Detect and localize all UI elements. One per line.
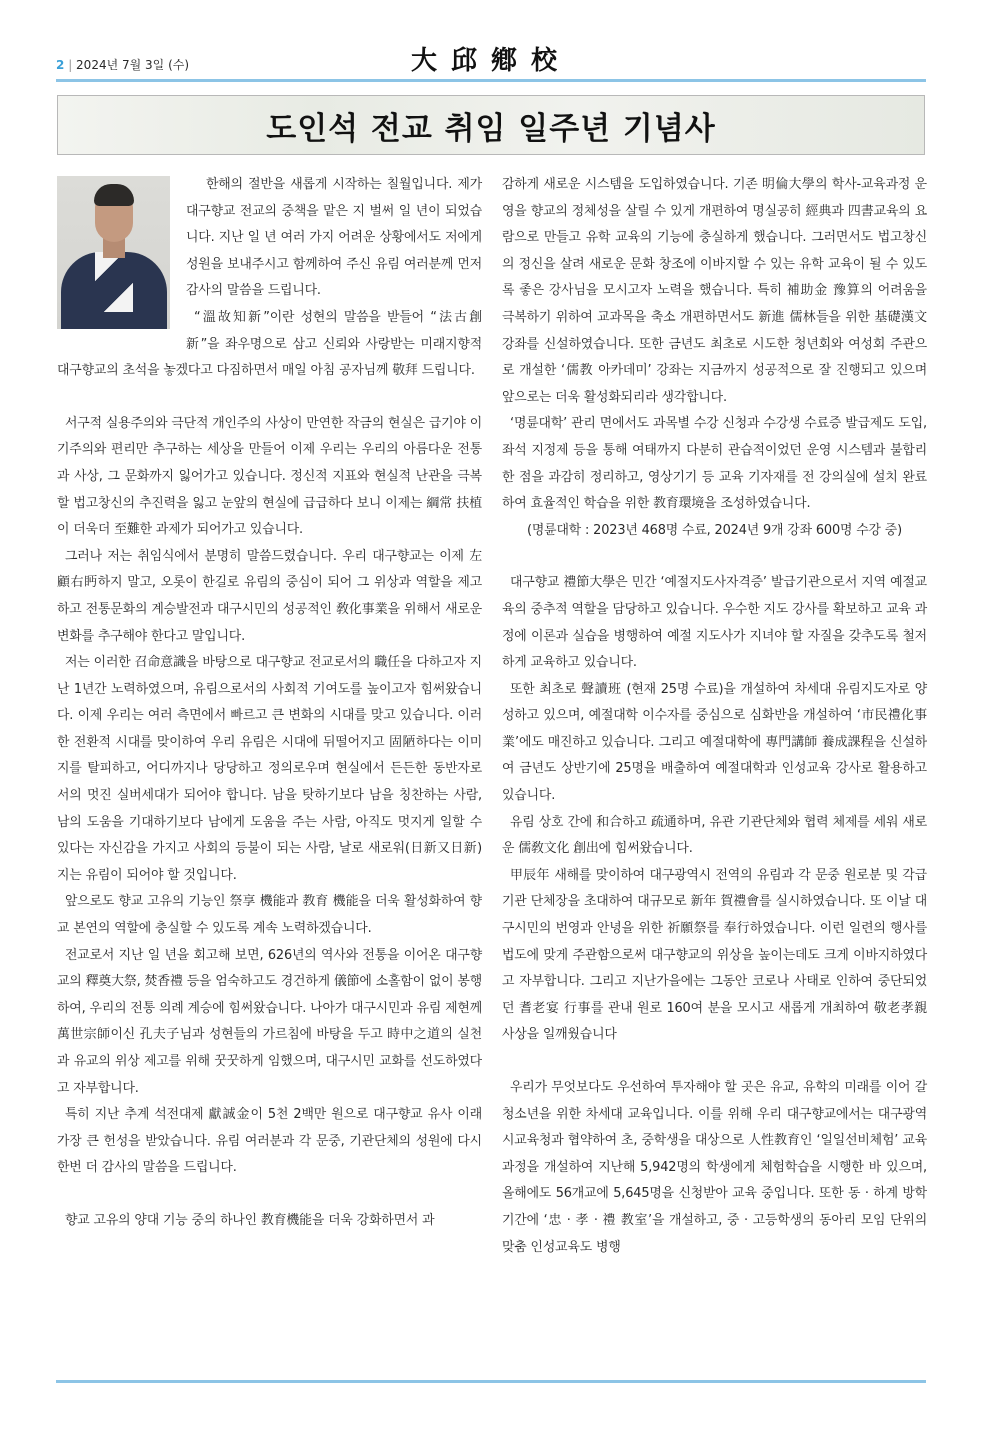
page-header — [56, 40, 926, 82]
paragraph: 대구향교 禮節大學은 민간 ‘예절지도사자격증’ 발급기관으로서 지역 예절교육의 중추적 역할을 담당하고 있습니다. 우수한 지도 강사를 확보하고 교육 과정에 이론과 실습을 병행하여 예절 지도사가 지녀야 할 자질을 갖추도록 철저하게 교육하고 있습니다. — [502, 575, 927, 671]
paragraph: 특히 지난 추계 석전대제 獻誠金이 5천 2백만 원으로 대구향교 유사 이래 가장 큰 헌성을 받았습니다. 유림 여러분과 각 문중, 기관단체의 성원에 다시 한번 더 감사의 말씀을 드립니다. — [57, 1107, 482, 1176]
header-rule — [56, 79, 926, 82]
enrollment-note: (명륜대학 : 2023년 468명 수료, 2024년 9개 강좌 600명 수강 중) — [527, 522, 902, 538]
right-column — [502, 172, 927, 1261]
paragraph: 우리가 무엇보다도 우선하여 투자해야 할 곳은 유교, 유학의 미래를 이어 갈 청소년을 위한 차세대 교육입니다. 이를 위해 우리 대구향교에서는 대구광역시교육청과 협약하여 초, 중학생을 대상으로 人性教育인 ‘일일선비체험’ 교육 과정을 개설하여 지난해 5,942명의 학생에게 체험학습을 시행한 바 있으며, 올해에도 56개교에 5,645명을 신청받아 교육 중입니다. 또한 동 · 하계 방학 기간에 ‘忠 · 孝 · 禮 教室’을 개설하고, 중 · 고등학생의 동아리 모임 단위의 맞춤 인성교육도 병행 — [502, 1080, 927, 1255]
page-number-date: 2 | 2024년 7월 3일 (수) — [56, 58, 190, 72]
paragraph: 그러나 저는 취임식에서 분명히 말씀드렸습니다. 우리 대구향교는 이제 左顧右眄하지 말고, 오롯이 한길로 유림의 중심이 되어 그 위상과 역할을 제고하고 전통문화의 계승발전과 대구시민의 성공적인 敎化事業을 위해서 새로운 변화를 추구해야 한다고 말입니다. — [57, 548, 482, 644]
footer-rule — [56, 1380, 926, 1383]
paragraph: ‘명륜대학’ 관리 면에서도 과목별 수강 신청과 수강생 수료증 발급제도 도입, 좌석 지정제 등을 통해 여태까지 다분히 관습적이었던 운영 시스템과 불합리 한 점을 과감히 정리하고, 영상기기 등 교육 기자재를 전 강의실에 설치 완료하여 효율적인 학습을 위한 教育環境을 조성하였습니다. — [502, 416, 927, 512]
paragraph: 또한 최초로 聲讀班 (현재 25명 수료)을 개설하여 차세대 유림지도자로 양성하고 있으며, 예절대학 이수자를 중심으로 심화반을 개설하여 ‘市民禮化事業’에도 매진하고 있습니다. 그리고 예절대학에 專門講師 養成課程을 신설하여 금년도 상반기에 25명을 배출하여 예절대학과 인성교육 강사로 활용하고 있습니다. — [502, 681, 927, 804]
article-title: 도인석 전교 취임 일주년 기념사 — [266, 110, 716, 147]
paragraph: “溫故知新”이란 성현의 말씀을 받들어 “法古創新”을 좌우명으로 삼고 신뢰와 사랑받는 미래지향적 대구향교의 초석을 놓겠다고 다짐하면서 매일 아침 공자님께 敬拜 드립니다. — [57, 309, 482, 379]
paragraph: 甲辰年 새해를 맞이하여 대구광역시 전역의 유림과 각 문중 원로분 및 각급기관 단체장을 초대하여 대규모로 新年 賀禮會를 실시하였습니다. 또 이날 대구시민의 번영과 안녕을 위한 祈願祭를 奉行하였습니다. 이런 일련의 행사를 법도에 맞게 주관함으로써 대구향교의 위상을 높이는데도 크게 이바지하였다고 자부합니다. 그리고 지난가을에는 그동안 코로나 사태로 인하여 중단되었던 耆老宴 行事를 관내 원로 160여 분을 모시고 새롭게 개최하여 敬老孝親 사상을 일깨웠습니다 — [502, 867, 927, 1043]
paragraph: 한해의 절반을 새롭게 시작하는 칠월입니다. 제가 대구향교 전교의 중책을 맡은 지 벌써 일 년이 되었습니다. 지난 일 년 여러 가지 어려운 상황에서도 저에게 성원을 보내주시고 함께하여 주신 유림 여러분께 먼저 감사의 말씀을 드립니다. — [186, 177, 482, 299]
paragraph: 전교로서 지난 일 년을 회고해 보면, 626년의 역사와 전통을 이어온 대구향교의 釋奠大祭, 焚香禮 등을 엄숙하고도 경건하게 儀節에 소홀함이 없이 봉행하여, 우리의 전통 의례 계승에 힘써왔습니다. 나아가 대구시민과 유림 제현께 萬世宗師이신 孔夫子님과 성현들의 가르침에 바탕을 두고 時中之道의 실천과 유교의 위상 제고를 위해 꿋꿋하게 임했으며, 대구시민 교화를 선도하였다고 자부합니다. — [57, 947, 482, 1096]
paragraph: 서구적 실용주의와 극단적 개인주의 사상이 만연한 작금의 현실은 급기야 이기주의와 편리만 추구하는 세상을 만들어 이제 우리는 우리의 아름다운 전통과 사상, 그 문화까지 잃어가고 있습니다. 정신적 지표와 현실적 난관을 극복할 법고창신의 추진력을 잃고 눈앞의 현실에 급급하다 보니 이제는 綱常 扶植이 더욱더 至難한 과제가 되어가고 있습니다. — [57, 415, 482, 538]
paragraph: 앞으로도 향교 고유의 기능인 祭享 機能과 教育 機能을 더욱 활성화하여 향교 본연의 역할에 충실할 수 있도록 계속 노력하겠습니다. — [57, 894, 482, 937]
left-column — [57, 172, 482, 1235]
paragraph: 향교 고유의 양대 기능 중의 하나인 教育機能을 더욱 강화하면서 과 — [65, 1212, 435, 1228]
title-banner — [57, 95, 925, 155]
paragraph: 유림 상호 간에 和合하고 疏通하며, 유관 기관단체와 협력 체제를 세워 새로운 儒敎文化 創出에 힘써왔습니다. — [502, 814, 927, 857]
issue-date: 2024년 7월 3일 (수) — [76, 58, 190, 72]
paragraph: 감하게 새로운 시스템을 도입하였습니다. 기존 明倫大學의 학사-교육과정 운영을 향교의 정체성을 살릴 수 있게 개편하여 명실공히 經典과 四書교육의 요람으로 만들고 유학 교육의 기능에 충실하게 했습니다. 그러면서도 법고창신의 정신을 살려 새로운 문화 창조에 이바지할 수 있는 유학 교육이 될 수 있도록 좋은 강사님을 모시고자 노력을 했습니다. 특히 補助金 豫算의 어려움을 극복하기 위하여 교과목을 축소 개편하면서도 新進 儒林들을 위한 基礎漢文 강좌를 신설하였습니다. 또한 금년도 최초로 시도한 청년회와 여성회 주관으로 개설한 ‘儒教 아카데미’ 강좌는 지금까지 성공적으로 잘 진행되고 있으며 앞으로는 더욱 활성화되리라 생각합니다. — [502, 177, 927, 405]
page-number: 2 — [56, 58, 65, 72]
masthead: 大邱鄕校 — [410, 46, 571, 76]
paragraph: 저는 이러한 召命意識을 바탕으로 대구향교 전교로서의 職任을 다하고자 지난 1년간 노력하였으며, 유림으로서의 사회적 기여도를 높이고자 힘써왔습니다. 이제 우리는 여러 측면에서 빠르고 큰 변화의 시대를 맞고 있습니다. 이러한 전환적 시대를 맞이하여 우리 유림은 시대에 뒤떨어지고 固陋하다는 이미지를 탈피하고, 어디까지나 당당하고 정의로우며 현실에서 든든한 동반자로서의 멋진 실버세대가 되어야 합니다. 남을 탓하기보다 남을 칭찬하는 사람, 남의 도움을 기대하기보다 남에게 도움을 주는 사람, 아직도 멋지게 일할 수 있다는 자신감을 가지고 사회의 등불이 되는 사람, 날로 새로워(日新又日新)지는 유림이 되어야 할 것입니다. — [57, 655, 482, 883]
author-portrait — [57, 176, 170, 329]
